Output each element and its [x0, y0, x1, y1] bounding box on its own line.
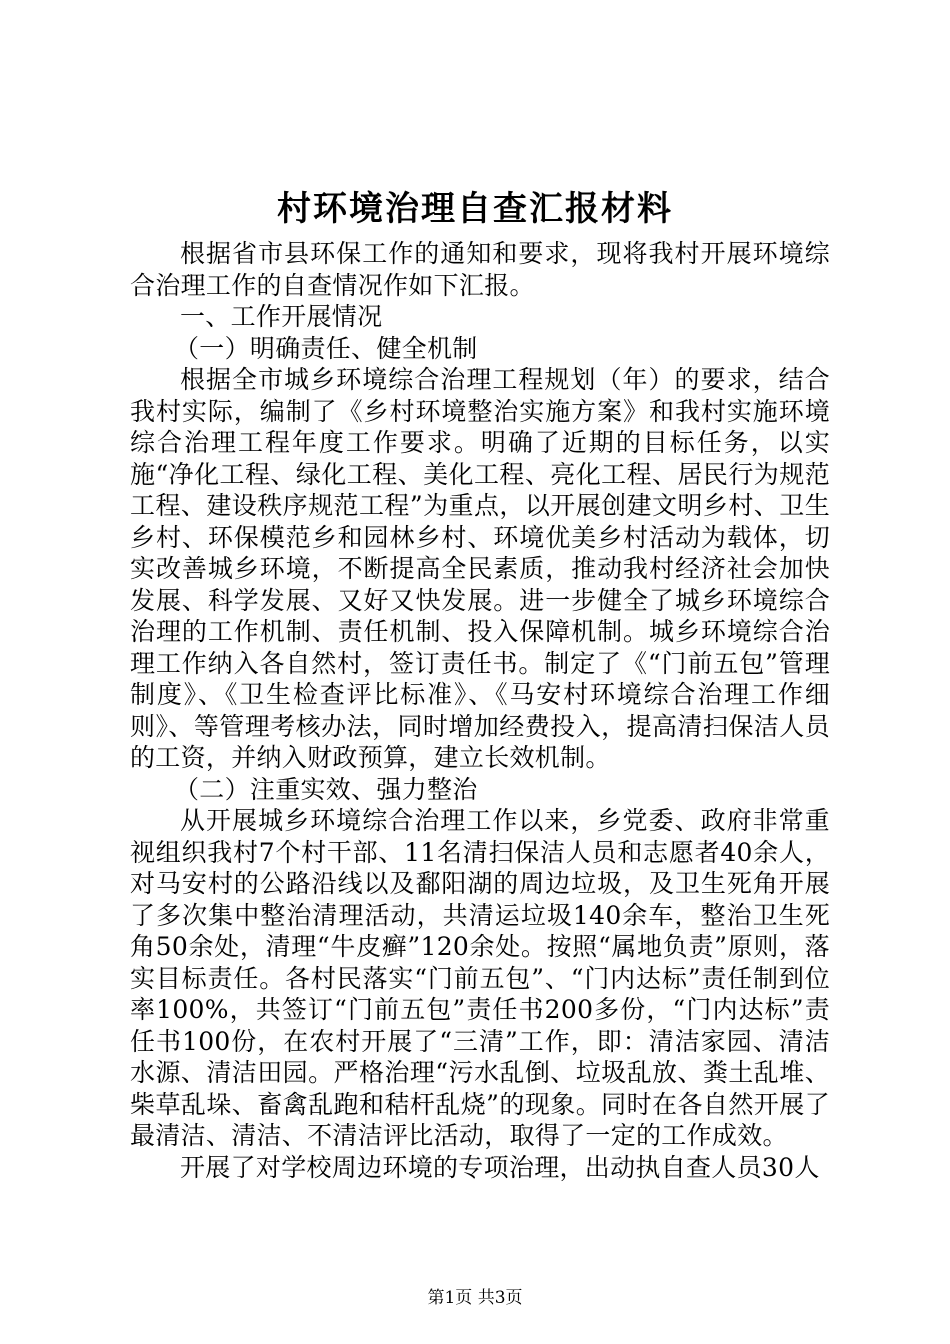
section-heading: 一、工作开展情况: [180, 302, 383, 331]
subsection-heading: （二）注重实效、强力整治: [174, 774, 478, 804]
body-paragraph: 根据全市城乡环境综合治理工程规划（年）的要求，结合我村实际，编制了《乡村环境整治实施方案》和我村实施环境综合治理工程年度工作要求。明确了近期的目标任务，以实施“净化工程、绿化工程、美化工程、亮化工程、居民行为规范工程、建设秩序规范工程”为重点，以开展创建文明乡村、卫生乡村、环保模范乡和园林乡村、环境优美乡村活动为载体，切实改善城乡环境，不断提高全民素质，推动我村经济社会加快发展、科学发展、又好又快发展。进一步健全了城乡环境综合治理的工作机制、责任机制、投入保障机制。城乡环境综合治理工作纳入各自然村，签订责任书。制定了《“门前五包”管理制度》、《卫生检查评比标准》、《马安村环境综合治理工作细则》、等管理考核办法，同时增加经费投入，提高清扫保洁人员的工资，并纳入财政预算，建立长效机制。: [130, 365, 830, 772]
subsection-heading: （一）明确责任、健全机制: [174, 333, 478, 363]
body-paragraph: 从开展城乡环境综合治理工作以来，乡党委、政府非常重视组织我村7个村干部、11名清扫保洁人员和志愿者40余人，对马安村的公路沿线以及鄱阳湖的周边垃圾，及卫生死角开展了多次集中整治清理活动，共清运垃圾140余车，整治卫生死角50余处，清理“牛皮癣”120余处。按照“属地负责”原则，落实目标责任。各村民落实“门前五包”、“门内达标”责任制到位率100%，共签订“门前五包”责任书200多份，“门内达标”责任书100份，在农村开展了“三清”工作，即：清洁家园、清洁水源、清洁田园。严格治理“污水乱倒、垃圾乱放、粪土乱堆、柴草乱垛、畜禽乱跑和秸杆乱烧”的现象。同时在各自然开展了最清洁、清洁、不清洁评比活动，取得了一定的工作成效。: [130, 806, 830, 1150]
page-footer: 第1页 共3页: [427, 1288, 523, 1308]
document-body: [130, 238, 830, 1183]
body-paragraph: 开展了对学校周边环境的专项治理，出动执自查人员30人: [180, 1152, 820, 1182]
intro-paragraph: 根据省市县环保工作的通知和要求，现将我村开展环境综合治理工作的自查情况作如下汇报。: [130, 239, 830, 300]
document-title: 村环境治理自查汇报材料: [277, 189, 673, 229]
